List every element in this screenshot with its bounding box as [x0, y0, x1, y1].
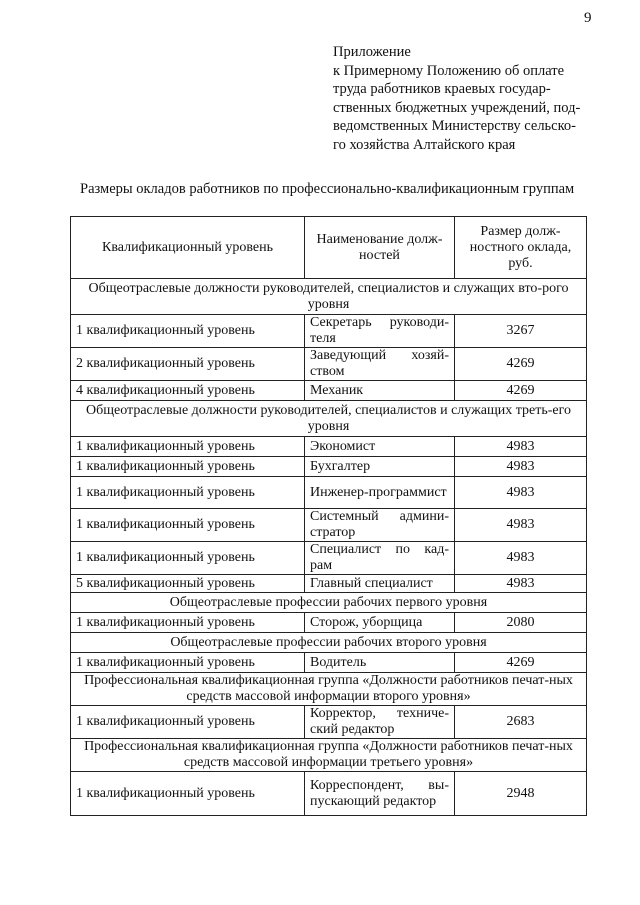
- table-row: [71, 477, 587, 509]
- table-header-row: [71, 217, 587, 279]
- salary-cell: 2080: [455, 613, 587, 633]
- table-row: [71, 613, 587, 633]
- salary-table: [70, 216, 587, 816]
- salary-cell: 4269: [455, 653, 587, 673]
- salary-cell: 2683: [455, 706, 587, 739]
- group-title: Профессиональная квалификационная группа «Должности работников печат-ных средств массовой информации второго уровня»: [71, 673, 587, 706]
- position-cell: Главный специалист: [305, 575, 455, 593]
- position-cell: Инженер-программист: [305, 477, 455, 509]
- table-row: [71, 653, 587, 673]
- salary-cell: 4269: [455, 381, 587, 401]
- level-cell: 2 квалификационный уровень: [71, 348, 305, 381]
- table-row: [71, 706, 587, 739]
- group-row: [71, 633, 587, 653]
- table-row: [71, 457, 587, 477]
- document-title: Размеры окладов работников по профессионально-квалификационным группам: [80, 181, 575, 197]
- appendix-line: ведомственных Министерству сельско-: [333, 118, 576, 134]
- page-number: 9: [584, 10, 592, 26]
- group-title: Общеотраслевые должности руководителей, специалистов и служащих треть-его уровня: [71, 401, 587, 437]
- level-cell: 1 квалификационный уровень: [71, 706, 305, 739]
- level-cell: 1 квалификационный уровень: [71, 772, 305, 816]
- header-position: Наименование долж-ностей: [305, 217, 455, 279]
- group-row: [71, 673, 587, 706]
- level-cell: 1 квалификационный уровень: [71, 437, 305, 457]
- salary-cell: 4269: [455, 348, 587, 381]
- level-cell: 1 квалификационный уровень: [71, 315, 305, 348]
- table-row: [71, 437, 587, 457]
- group-title: Профессиональная квалификационная группа «Должности работников печат-ных средств массовой информации третьего уровня»: [71, 739, 587, 772]
- salary-cell: 4983: [455, 509, 587, 542]
- header-level: Квалификационный уровень: [71, 217, 305, 279]
- table-row: [71, 772, 587, 816]
- appendix-note: [333, 43, 633, 154]
- appendix-line: труда работников краевых государ-: [333, 81, 551, 97]
- appendix-line: к Примерному Положению об оплате: [333, 62, 565, 79]
- position-cell: Механик: [305, 381, 455, 401]
- group-row: [71, 593, 587, 613]
- table-row: [71, 509, 587, 542]
- header-salary: Размер долж-ностного оклада, руб.: [455, 217, 587, 279]
- position-cell: Бухгалтер: [305, 457, 455, 477]
- salary-cell: 3267: [455, 315, 587, 348]
- appendix-line: ственных бюджетных учреждений, под-: [333, 99, 581, 116]
- level-cell: 4 квалификационный уровень: [71, 381, 305, 401]
- position-cell: Водитель: [305, 653, 455, 673]
- group-title: Общеотраслевые профессии рабочих первого уровня: [71, 593, 587, 613]
- table-row: [71, 315, 587, 348]
- level-cell: 1 квалификационный уровень: [71, 542, 305, 575]
- group-row: [71, 401, 587, 437]
- table-body: [71, 279, 587, 816]
- level-cell: 1 квалификационный уровень: [71, 613, 305, 633]
- salary-cell: 4983: [455, 575, 587, 593]
- table-row: [71, 542, 587, 575]
- salary-cell: 4983: [455, 477, 587, 509]
- level-cell: 1 квалификационный уровень: [71, 653, 305, 673]
- salary-cell: 4983: [455, 457, 587, 477]
- salary-cell: 4983: [455, 437, 587, 457]
- appendix-line: го хозяйства Алтайского края: [333, 136, 516, 153]
- appendix-line: Приложение: [333, 44, 411, 60]
- position-cell: Сторож, уборщица: [305, 613, 455, 633]
- group-title: Общеотраслевые профессии рабочих второго уровня: [71, 633, 587, 653]
- position-cell: Корректор, техниче-ский редактор: [305, 706, 455, 739]
- position-cell: Системный админи-стратор: [305, 509, 455, 542]
- group-row: [71, 279, 587, 315]
- level-cell: 1 квалификационный уровень: [71, 457, 305, 477]
- position-cell: Заведующий хозяй-ством: [305, 348, 455, 381]
- salary-cell: 4983: [455, 542, 587, 575]
- position-cell: Корреспондент, вы-пускающий редактор: [305, 772, 455, 816]
- position-cell: Специалист по кад-рам: [305, 542, 455, 575]
- position-cell: Секретарь руководи-теля: [305, 315, 455, 348]
- level-cell: 5 квалификационный уровень: [71, 575, 305, 593]
- level-cell: 1 квалификационный уровень: [71, 477, 305, 509]
- group-title: Общеотраслевые должности руководителей, специалистов и служащих вто-рого уровня: [71, 279, 587, 315]
- salary-cell: 2948: [455, 772, 587, 816]
- table-row: [71, 348, 587, 381]
- table-row: [71, 575, 587, 593]
- position-cell: Экономист: [305, 437, 455, 457]
- group-row: [71, 739, 587, 772]
- table-row: [71, 381, 587, 401]
- level-cell: 1 квалификационный уровень: [71, 509, 305, 542]
